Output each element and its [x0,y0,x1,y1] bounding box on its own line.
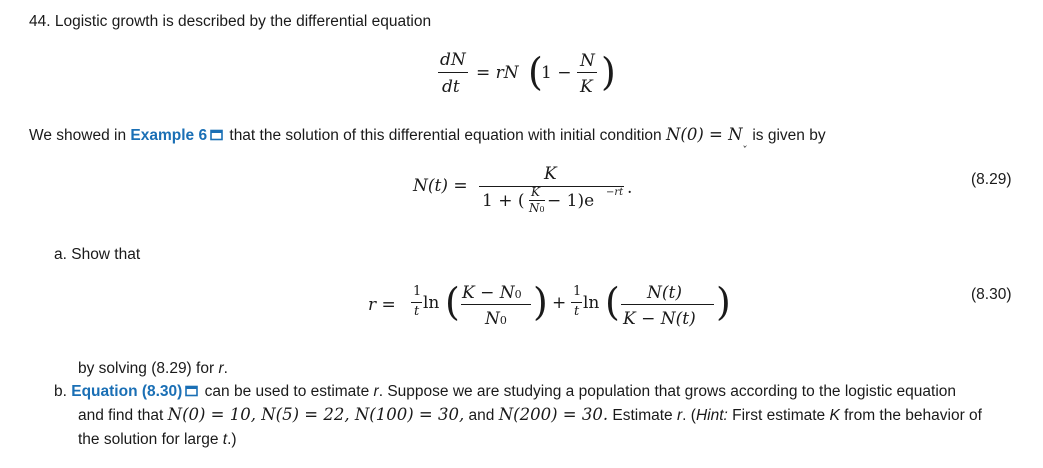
eq830-f1-num: K − N0 [462,283,522,303]
part-b-line2-pre: and find that [78,407,168,424]
initial-condition: N(0) = N [665,125,743,144]
eq830-f1-den: N0 [485,309,507,329]
eq830-rparen-a: ) [533,280,548,324]
eq829-kfrac-num: K [531,185,540,199]
eq830-f2-num: N(t) [647,283,682,303]
eq1-rparen: ) [601,50,616,94]
intro-line [29,125,826,152]
part-b-text2: . Suppose we are studying a population that grows according to the logistic equation [378,383,957,400]
part-b-var2: r [677,407,683,424]
part-b-hint-end: from the behavior of [839,407,982,424]
eq830-ln-a: ln [423,293,440,313]
eq829-den-pre: 1 + ( [482,191,525,211]
part-a-var: r [218,360,224,377]
eq830-t-b: t [574,304,580,319]
eq830-t-a: t [414,304,420,319]
eq1-numerator: dN [440,50,466,70]
part-b-prefix: b. [54,383,72,400]
eq1-frac-den: K [580,77,593,97]
part-b-t: t [222,431,228,448]
external-link-icon[interactable] [185,384,200,397]
part-b-hint-text: First estimate [727,407,830,424]
example-6-link[interactable]: Example 6 [130,127,208,144]
part-b-line2 [78,405,982,426]
part-a-tail-text: by solving (8.29) for [78,360,219,377]
external-link-icon[interactable] [210,128,225,141]
part-b-text1: can be used to estimate [200,383,374,400]
eq830-label: (8.30) [971,286,1012,303]
part-b-var: r [373,383,379,400]
part-b-values: N(0) = 10, N(5) = 22, N(100) = 30, [167,405,465,424]
eq829-label: (8.29) [971,171,1012,188]
eq830-f2-den: K − N(t) [623,309,696,329]
eq829-end: . [627,178,633,198]
part-b-line3 [78,430,237,450]
eq1-denominator: dt [442,77,460,97]
eq1-one-minus: 1 − [541,63,572,83]
part-b-K: K [829,407,840,424]
equation-8-30-link[interactable]: Equation (8.30) [71,383,183,400]
part-a-end: . [223,360,228,377]
initial-condition-sub: ˯ [742,135,749,148]
part-b-hint: Hint: [695,407,728,424]
intro-end: is given by [748,127,826,144]
part-a-label: a. Show that [54,246,141,263]
eq830-lparen-a: ( [445,280,460,324]
part-b-estimate: Estimate [608,407,677,424]
part-a-tail [78,359,228,379]
eq830-rparen-b: ) [716,280,731,324]
part-b-hint-pre: . ( [682,407,696,424]
eq829-lhs: N(t) = [413,176,468,196]
eq829-num: K [544,164,557,184]
eq830-ln-b: ln [583,293,600,313]
eq830-plus: + [552,293,567,313]
part-b-close: .) [227,431,237,448]
intro-text: We showed in [29,127,131,144]
eq830-one-b: 1 [573,284,582,299]
intro-text-2: that the solution of this differential equation with initial condition [225,127,666,144]
eq1-rhs: = rN [476,63,519,83]
eq829-den-post: − 1)e [547,191,595,211]
part-b-last: N(200) = 30. [498,405,609,424]
eq829-kfrac-den: N0 [529,201,545,215]
eq1-lparen: ( [528,50,543,94]
eq1-frac-num: N [580,51,595,71]
problem-title: 44. Logistic growth is described by the differential equation [29,13,432,30]
part-b-line1 [54,382,956,402]
eq830-lparen-b: ( [605,280,620,324]
part-b-line3-text: the solution for large [78,431,223,448]
part-b-and: and [464,407,499,424]
eq829-exp: −rt [606,187,624,198]
eq830-lhs: r = [368,295,396,315]
eq830-one-a: 1 [413,284,422,299]
